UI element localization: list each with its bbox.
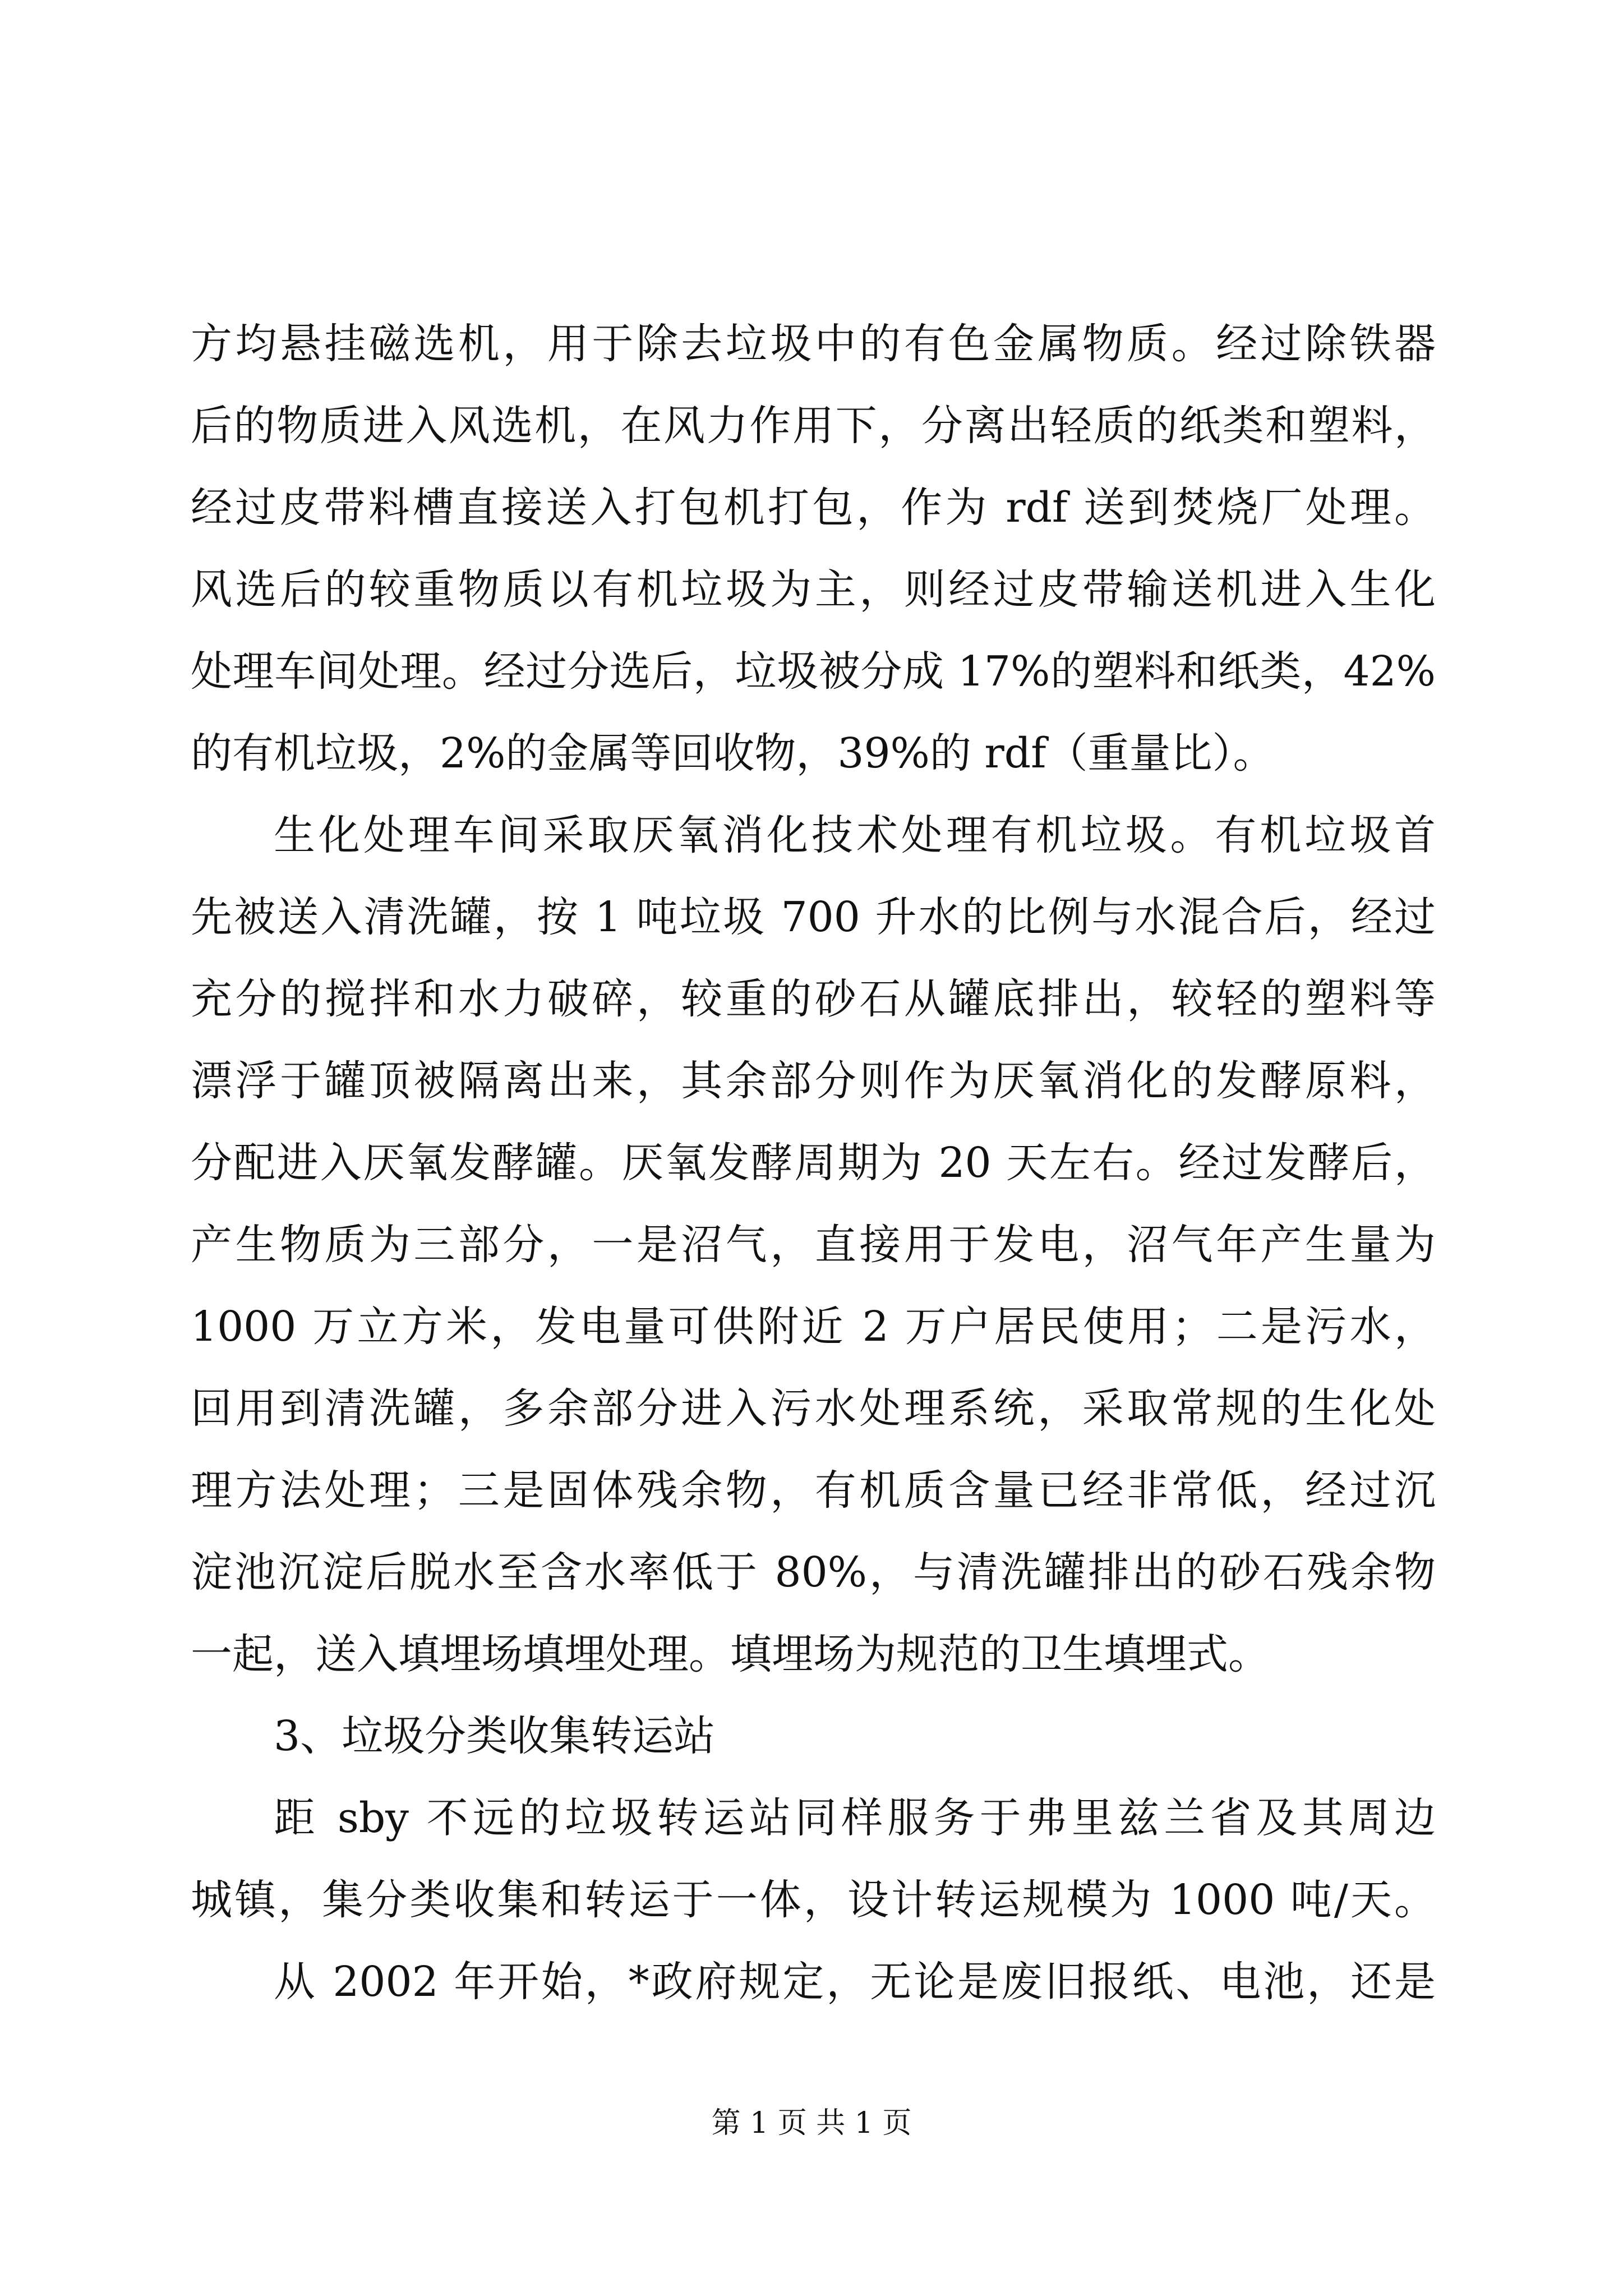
text-line: 淀池沉淀后脱水至含水率低于 80%，与清洗罐排出的砂石残余物 — [191, 1548, 1436, 1596]
text-line: 分配进入厌氧发酵罐。厌氧发酵周期为 20 天左右。经过发酵后， — [191, 1139, 1436, 1187]
text-line: 城镇，集分类收集和转运于一体，设计转运规模为 1000 吨/天。 — [191, 1876, 1436, 1924]
text-line: 后的物质进入风选机，在风力作用下，分离出轻质的纸类和塑料， — [191, 402, 1436, 450]
text-line: 从 2002 年开始，*政府规定，无论是废旧报纸、电池，还是 — [274, 1958, 1436, 2006]
text-line: 产生物质为三部分，一是沼气，直接用于发电，沼气年产生量为 — [191, 1221, 1436, 1269]
text-line: 生化处理车间采取厌氧消化技术处理有机垃圾。有机垃圾首 — [274, 811, 1436, 859]
text-line: 处理车间处理。经过分选后，垃圾被分成 17%的塑料和纸类，42% — [191, 647, 1436, 696]
text-line: 1000 万立方米，发电量可供附近 2 万户居民使用；二是污水， — [191, 1303, 1436, 1351]
text-line: 一起，送入填埋场填埋处理。填埋场为规范的卫生填埋式。 — [191, 1630, 1270, 1678]
page-footer: 第 1 页 共 1 页 — [711, 2106, 912, 2140]
text-line: 回用到清洗罐，多余部分进入污水处理系统，采取常规的生化处 — [191, 1384, 1436, 1433]
text-line: 3、垃圾分类收集转运站 — [274, 1712, 716, 1760]
text-line: 充分的搅拌和水力破碎，较重的砂石从罐底排出，较轻的塑料等 — [191, 975, 1436, 1023]
text-line: 方均悬挂磁选机，用于除去垃圾中的有色金属物质。经过除铁器 — [191, 320, 1436, 368]
text-line: 风选后的较重物质以有机垃圾为主，则经过皮带输送机进入生化 — [191, 565, 1436, 614]
text-line: 理方法处理；三是固体残余物，有机质含量已经非常低，经过沉 — [191, 1466, 1436, 1515]
text-line: 先被送入清洗罐，按 1 吨垃圾 700 升水的比例与水混合后，经过 — [191, 893, 1436, 941]
text-line: 距 sby 不远的垃圾转运站同样服务于弗里兹兰省及其周边 — [274, 1794, 1436, 1842]
text-line: 的有机垃圾，2%的金属等回收物，39%的 rdf（重量比）。 — [191, 729, 1275, 777]
text-line: 漂浮于罐顶被隔离出来，其余部分则作为厌氧消化的发酵原料， — [191, 1057, 1436, 1105]
document-body — [191, 303, 1436, 2023]
text-line: 经过皮带料槽直接送入打包机打包，作为 rdf 送到焚烧厂处理。 — [191, 484, 1436, 532]
